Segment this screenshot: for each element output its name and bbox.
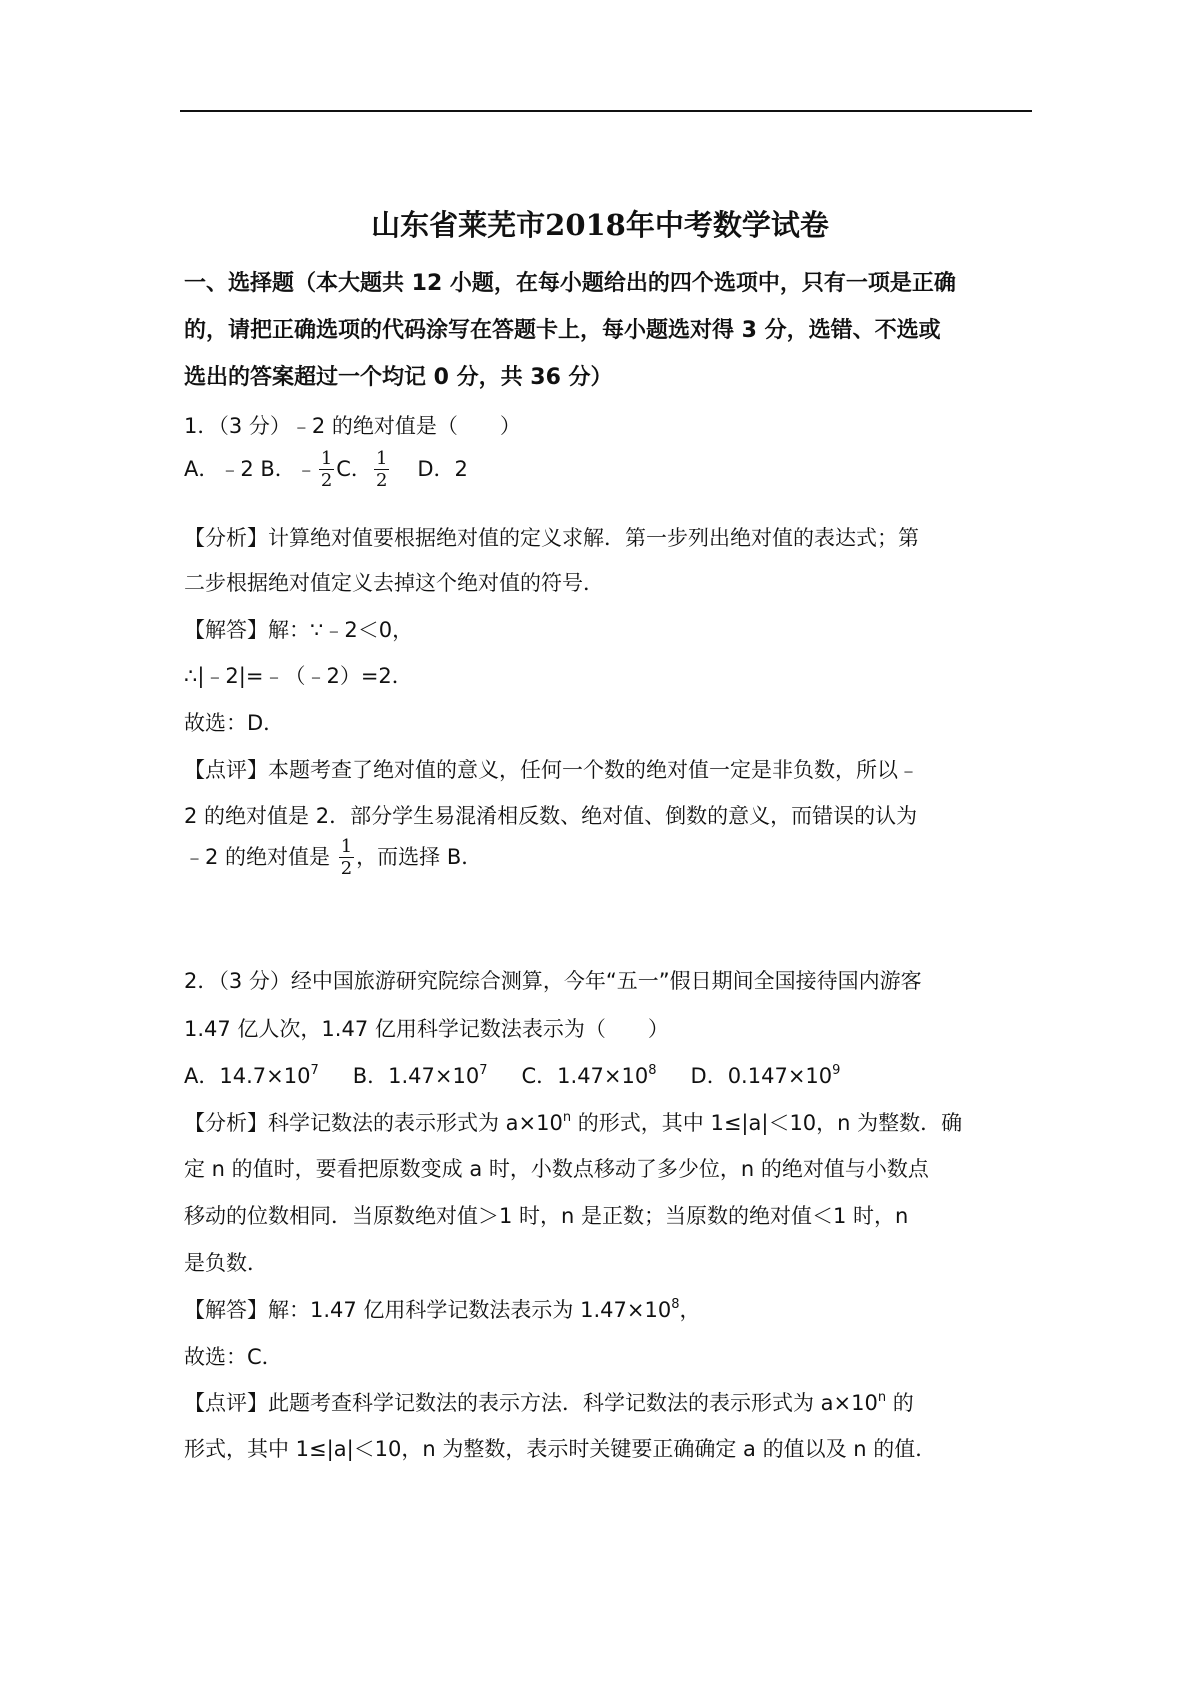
q2-analysis-line-4: 是负数． — [184, 1251, 268, 1275]
section-heading-line-1: 一、选择题（本大题共 12 小题，在每小题给出的四个选项中，只有一项是正确 — [184, 271, 956, 296]
q2-answer-choice: 故选：C． — [184, 1345, 283, 1369]
q1-analysis-line-2: 二步根据绝对值定义去掉这个绝对值的符号． — [184, 571, 604, 595]
header-rule — [180, 110, 1032, 112]
q1-option-c-fraction: $\frac{1}{2}$ — [375, 448, 388, 491]
q1-comment-line-3: ﹣2 的绝对值是 $\frac{1}{2}$ ，而选择 B． — [184, 836, 483, 879]
q2-option-c: C．$1.47\times 10^8$ — [521, 1063, 657, 1088]
q2-stem-line-1: 2．（3 分）经中国旅游研究院综合测算，今年“五一”假日期间全国接待国内游客 — [184, 969, 922, 993]
q1-comment-line-2: 2 的绝对值是 2．部分学生易混淆相反数、绝对值、倒数的意义，而错误的认为 — [184, 804, 918, 828]
q1-options — [184, 450, 468, 490]
section-heading-line-3: 选出的答案超过一个均记 0 分，共 36 分） — [184, 365, 613, 390]
page-title: 山东省莱芜市2018年中考数学试卷 — [371, 208, 829, 242]
q1-option-a-b: A．﹣2 B．﹣ — [184, 457, 317, 481]
q1-stem: 1．（3 分）﹣2 的绝对值是（ ） — [184, 414, 521, 438]
q2-comment-line-1: 【点评】此题考查科学记数法的表示方法．科学记数法的表示形式为 $a\times 10^n$ 的 — [184, 1390, 914, 1415]
q1-analysis-line-1: 【分析】计算绝对值要根据绝对值的定义求解．第一步列出绝对值的表达式；第 — [184, 526, 919, 550]
q2-analysis-line-1: 【分析】科学记数法的表示形式为 $a\times 10^n$ 的形式，其中 1≤|a|＜10，n 为整数．确 — [184, 1110, 963, 1135]
section-heading-line-2: 的，请把正确选项的代码涂写在答题卡上，每小题选对得 3 分，选错、不选或 — [184, 318, 941, 343]
q1-comment-fraction: $\frac{1}{2}$ — [340, 836, 353, 879]
q1-option-c: C． — [336, 457, 372, 481]
q1-answer-line-1: 【解答】解：∵﹣2＜0， — [184, 618, 414, 642]
q2-options — [184, 1060, 840, 1090]
q2-analysis-line-3: 移动的位数相同．当原数绝对值＞1 时，n 是正数；当原数的绝对值＜1 时，n — [184, 1204, 909, 1228]
q1-option-b-fraction: $\frac{1}{2}$ — [320, 448, 333, 491]
q2-answer-line: 【解答】解：1.47 亿用科学记数法表示为 $1.47\times 10^8$， — [184, 1297, 701, 1322]
q2-option-b: B．$1.47\times 10^7$ — [352, 1063, 488, 1088]
q2-analysis-line-2: 定 n 的值时，要看把原数变成 a 时，小数点移动了多少位，n 的绝对值与小数点 — [184, 1157, 929, 1181]
q1-answer-choice: 故选：D． — [184, 711, 285, 735]
q2-stem-line-2: 1.47 亿人次，1.47 亿用科学记数法表示为（ ） — [184, 1017, 669, 1041]
q2-option-a: A．$14.7\times 10^7$ — [184, 1063, 319, 1088]
q1-option-d: D．2 — [417, 457, 468, 481]
q2-comment-line-2: 形式，其中 1≤|a|＜10，n 为整数，表示时关键要正确确定 a 的值以及 n 的值． — [184, 1437, 937, 1461]
q1-comment-line-1: 【点评】本题考查了绝对值的意义，任何一个数的绝对值一定是非负数，所以﹣ — [184, 758, 919, 782]
q2-option-d: D．$0.147\times 10^9$ — [690, 1063, 841, 1088]
q1-answer-line-2: ∴|﹣2|=﹣（﹣2）=2． — [184, 664, 413, 688]
